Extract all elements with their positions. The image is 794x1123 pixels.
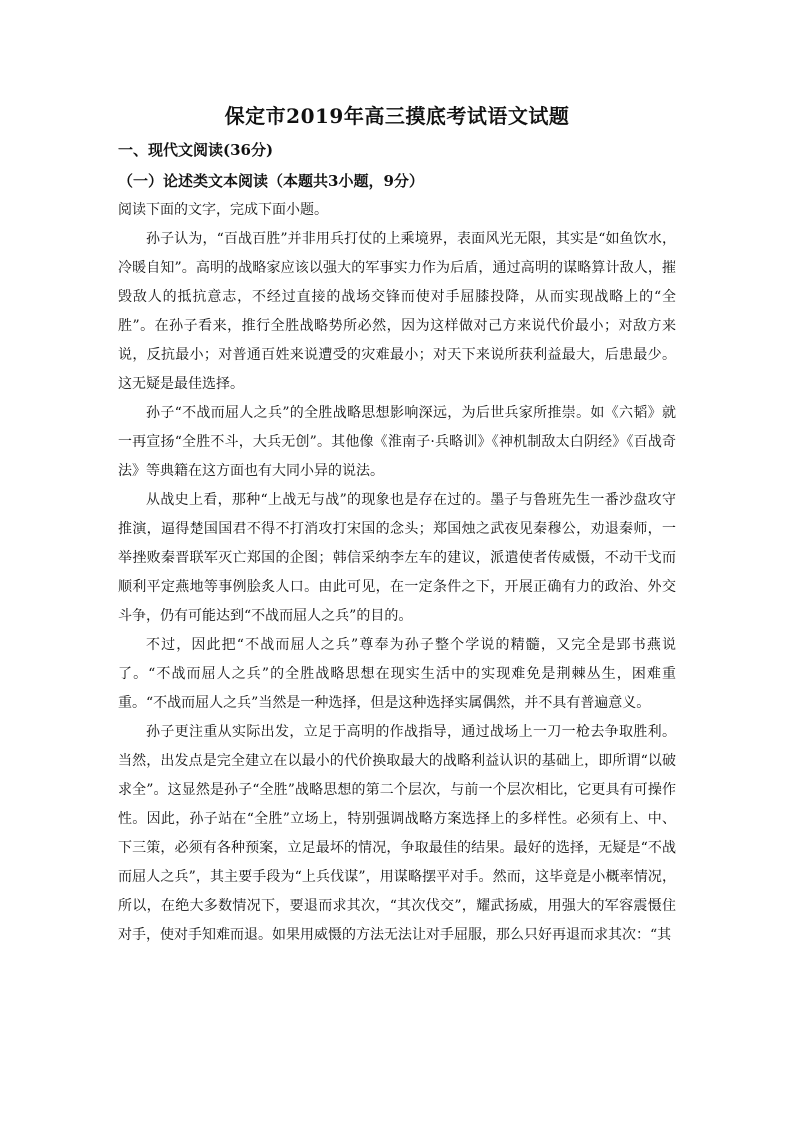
paragraph-3: 从战史上看，那种“上战无与战”的现象也是存在过的。墨子与鲁班先生一番沙盘攻守推演，逼得楚国国君不得不打消攻打宋国的念头；郑国烛之武夜见秦穆公，劝退秦师，一举挫败秦晋联军灭亡郑国的企图；韩信采纳李左车的建议，派遣使者传威慑，不动干戈而顺利平定燕地等事例脍炙人口。由此可见，在一定条件之下，开展正确有力的政治、外交斗争，仍有可能达到“不战而屈人之兵”的目的。 [118,492,676,624]
paragraph-1: 孙子认为，“百战百胜”并非用兵打仗的上乘境界，表面风光无限，其实是“如鱼饮水，冷暖自知”。高明的战略家应该以强大的军事实力作为后盾，通过高明的谋略算计敌人，摧毁敌人的抵抗意志，不经过直接的战场交锋而使对手屈膝投降，从而实现战略上的“全胜”。在孙子看来，推行全胜战略势所必然，因为这样做对己方来说代价最小；对敌方来说，反抗最小；对普通百姓来说遭受的灾难最小；对天下来说所获利益最大，后患最少。这无疑是最佳选择。 [118,231,676,392]
paragraph-4: 不过，因此把“不战而屈人之兵”尊奉为孙子整个学说的精髓，又完全是郢书燕说了。“不战而屈人之兵”的全胜战略思想在现实生活中的实现难免是荆棘丛生，困难重重。“不战而屈人之兵”当然是一种选择，但是这种选择实属偶然，并不具有普遍意义。 [118,637,676,711]
reading-instruction: 阅读下面的文字，完成下面小题。 [118,202,328,218]
page-title: 保定市2019年高三摸底考试语文试题 [224,104,570,128]
paragraph-2: 孙子“不战而屈人之兵”的全胜战略思想影响深远，为后世兵家所推崇。如《六韬》就一再宣扬“全胜不斗，大兵无创”。其他像《淮南子·兵略训》《神机制敌太白阴经》《百战奇法》等典籍在这方面也有大同小异的说法。 [118,405,676,479]
paragraph-5: 孙子更注重从实际出发，立足于高明的作战指导，通过战场上一刀一枪去争取胜利。当然，出发点是完全建立在以最小的代价换取最大的战略利益认识的基础上，即所谓“以破求全”。这显然是孙子“全胜”战略思想的第二个层次，与前一个层次相比，它更具有可操作性。因此，孙子站在“全胜”立场上，特别强调战略方案选择上的多样性。必须有上、中、下三策，必须有各种预案，立足最坏的情况，争取最佳的结果。最好的选择，无疑是“不战而屈人之兵”，其主要手段为“上兵伐谋”，用谋略摆平对手。然而，这毕竟是小概率情况，所以，在绝大多数情况下，要退而求其次，“其次伐交”，耀武扬威，用强大的军容震慑住对手，使对手知难而退。如果用威慑的方法无法让对手屈服，那么只好再退而求其次：“其 [118,724,676,943]
subsection-heading: （一）论述类文本阅读（本题共3小题，9分） [118,172,424,190]
section-heading: 一、现代文阅读(36分) [118,141,274,159]
